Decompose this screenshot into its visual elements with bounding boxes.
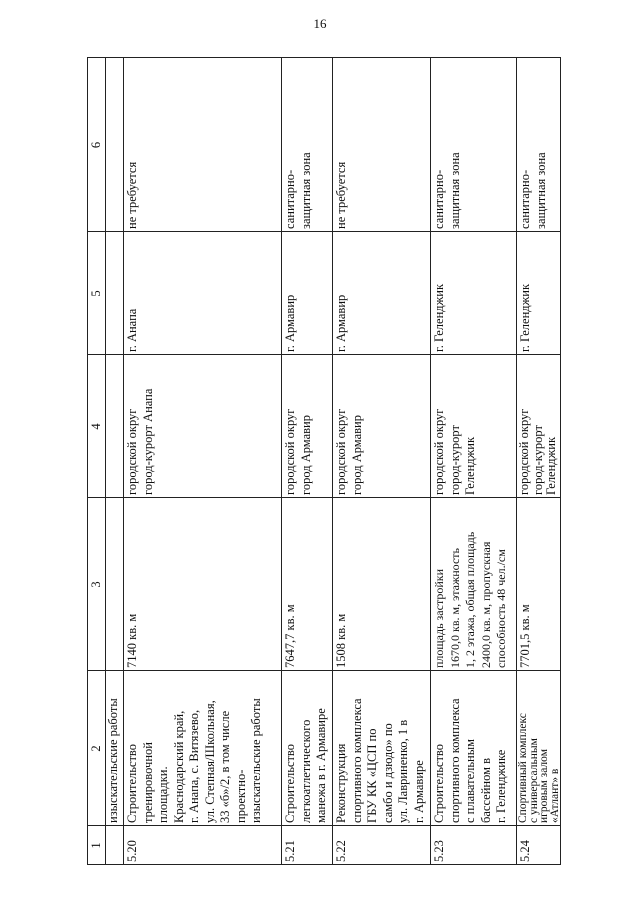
capacity: 7647,7 кв. м xyxy=(283,604,297,668)
object-name: Строительство тренировочной площадки. Краснодарский край, г. Анапа, с. Витязево, ул. Степная/Школьная, 33 «б»/2, в том числе проектно- изыскательские работы xyxy=(125,698,263,823)
locality: г. Армавир xyxy=(283,294,297,352)
protection-zone: санитарно- защитная зона xyxy=(518,152,548,229)
rule-col-right xyxy=(87,57,561,58)
header-col-1: 1 xyxy=(89,842,103,849)
protection-zone: санитарно- защитная зона xyxy=(432,152,462,229)
row-number: 5.23 xyxy=(432,840,446,862)
header-col-2: 2 xyxy=(89,745,103,752)
rule-col-4 xyxy=(87,354,561,355)
protection-zone: не требуется xyxy=(125,161,139,229)
row-number: 5.21 xyxy=(283,840,297,862)
district: городской округ город-курорт Анапа xyxy=(125,388,155,495)
rule-row-5-22 xyxy=(430,57,431,865)
header-col-4: 4 xyxy=(89,423,103,430)
row-number: 5.24 xyxy=(518,840,532,862)
rule-col-2 xyxy=(87,670,561,671)
continuation-text: изыскательские работы xyxy=(106,698,120,823)
header-col-6: 6 xyxy=(89,141,103,149)
rule-col-left xyxy=(87,864,561,865)
rule-col-3 xyxy=(87,497,561,498)
locality: г. Анапа xyxy=(125,308,139,352)
locality: г. Геленджик xyxy=(432,283,446,352)
table-frame xyxy=(87,57,561,865)
district: городской округ город Армавир xyxy=(283,408,313,495)
protection-zone: санитарно- защитная зона xyxy=(283,152,313,229)
rule-row-5-20 xyxy=(281,57,282,865)
object-name: Строительство спортивного комплекса с плавательным бассейном в г. Геленджике xyxy=(432,698,508,823)
capacity: 7701,5 кв. м xyxy=(518,604,532,668)
protection-zone: не требуется xyxy=(334,161,348,229)
rule-row-5-21 xyxy=(332,57,333,865)
district: городской округ город-курорт Геленджик xyxy=(517,408,558,495)
object-name: Строительство легкоатлетического манежа в г. Армавире xyxy=(283,708,328,823)
object-name: Реконструкция спортивного комплекса ГБУ КК «ЦСП по самбо и дзюдо» по ул. Лавриненко, 1 в г. Армавире xyxy=(334,698,426,823)
header-col-3: 3 xyxy=(89,581,103,588)
locality: г. Армавир xyxy=(334,294,348,352)
row-number: 5.20 xyxy=(125,840,139,862)
rule-col-5 xyxy=(87,231,561,232)
object-name: Спортивный комплекс с универсальным игровым залом «Атлант» в xyxy=(517,713,561,823)
capacity: 1508 кв. м xyxy=(334,613,348,668)
rule-bottom xyxy=(560,57,561,865)
district: городской округ город Армавир xyxy=(334,408,364,495)
page-number: 16 xyxy=(313,16,327,31)
row-number: 5.22 xyxy=(334,840,348,862)
capacity: 7140 кв. м xyxy=(125,613,139,668)
capacity: площадь застройки 1670,0 кв. м, этажность 1, 2 этажа, общая площадь 2400,0 кв. м, пропускная способность 48 чел./см xyxy=(432,531,508,668)
rule-continuation xyxy=(123,57,124,865)
header-col-5: 5 xyxy=(89,290,103,297)
rotated-table xyxy=(87,57,561,865)
data-table xyxy=(87,57,561,865)
locality: г. Геленджик xyxy=(518,283,532,352)
rule-col-1 xyxy=(87,825,561,826)
district: городской округ город-курорт Геленджик xyxy=(432,408,477,495)
